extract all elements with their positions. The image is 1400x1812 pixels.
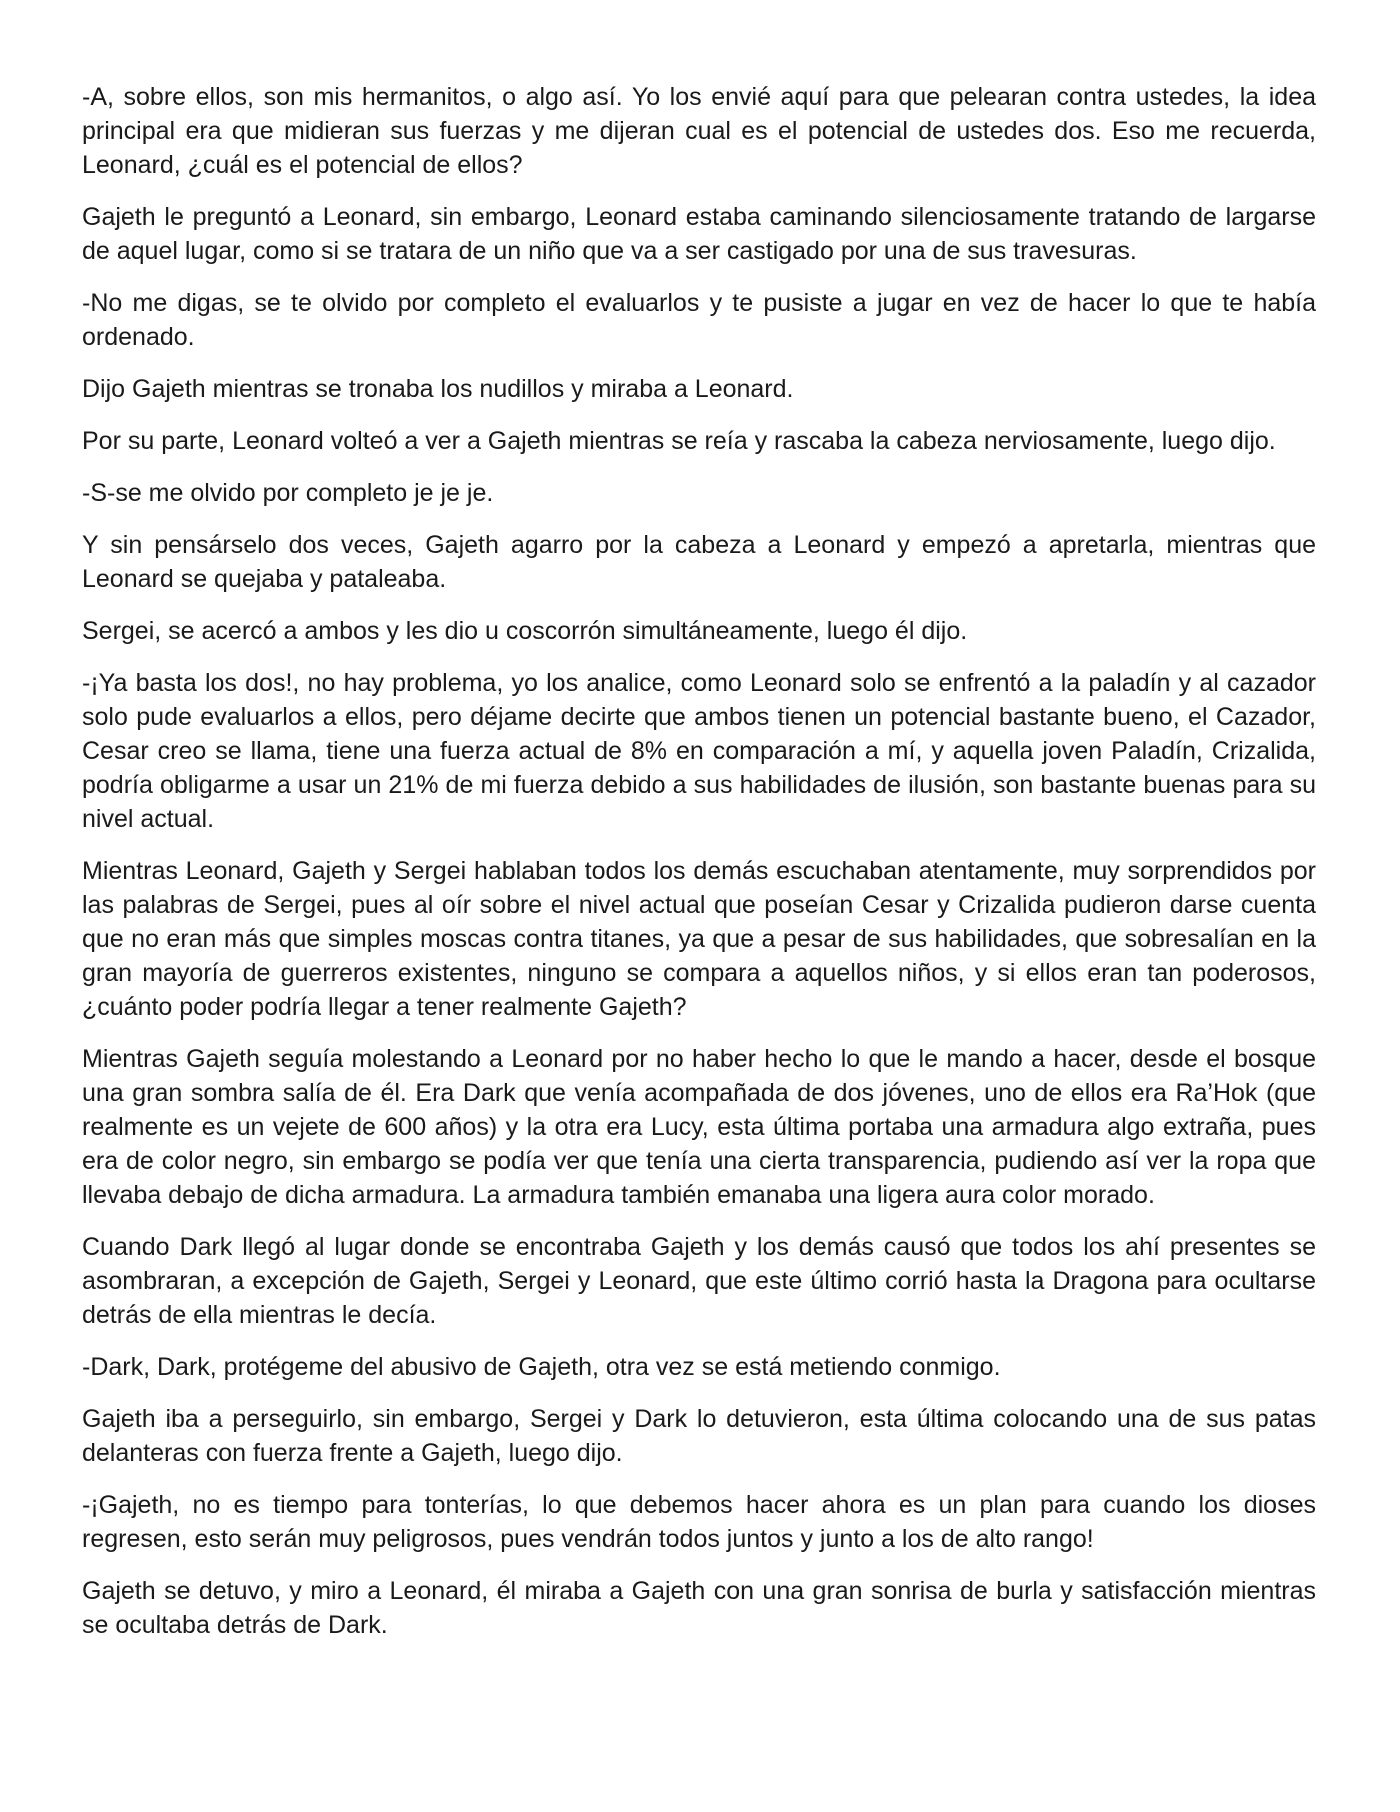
paragraph: Gajeth se detuvo, y miro a Leonard, él miraba a Gajeth con una gran sonrisa de burla y satisfacción mientras se ocultaba detrás de Dark. [82,1577,1316,1639]
paragraph: Sergei, se acercó a ambos y les dio u coscorrón simultáneamente, luego él dijo. [82,617,968,645]
paragraph: Gajeth iba a perseguirlo, sin embargo, Sergei y Dark lo detuvieron, esta última colocando una de sus patas delanteras con fuerza frente a Gajeth, luego dijo. [82,1405,1316,1467]
paragraph: Gajeth le preguntó a Leonard, sin embargo, Leonard estaba caminando silenciosamente tratando de largarse de aquel lugar, como si se tratara de un niño que va a ser castigado por una de sus travesuras. [82,203,1316,265]
document-page [82,80,1316,1660]
paragraph: Mientras Gajeth seguía molestando a Leonard por no haber hecho lo que le mando a hacer, desde el bosque una gran sombra salía de él. Era Dark que venía acompañada de dos jóvenes, uno de ellos era Ra’Hok (que realmente es un vejete de 600 años) y la otra era Lucy, esta última portaba una armadura algo extraña, pues era de color negro, sin embargo se podía ver que tenía una cierta transparencia, pudiendo así ver la ropa que llevaba debajo de dicha armadura. La armadura también emanaba una ligera aura color morado. [82,1045,1316,1209]
paragraph: -S-se me olvido por completo je je je. [82,479,494,507]
paragraph: -No me digas, se te olvido por completo el evaluarlos y te pusiste a jugar en vez de hacer lo que te había ordenado. [82,289,1316,351]
paragraph: Dijo Gajeth mientras se tronaba los nudillos y miraba a Leonard. [82,375,794,403]
paragraph: Mientras Leonard, Gajeth y Sergei hablaban todos los demás escuchaban atentamente, muy sorprendidos por las palabras de Sergei, pues al oír sobre el nivel actual que poseían Cesar y Crizalida pudieron darse cuenta que no eran más que simples moscas contra titanes, ya que a pesar de sus habilidades, que sobresalían en la gran mayoría de guerreros existentes, ninguno se compara a aquellos niños, y si ellos eran tan poderosos, ¿cuánto poder podría llegar a tener realmente Gajeth? [82,857,1316,1021]
paragraph: Por su parte, Leonard volteó a ver a Gajeth mientras se reía y rascaba la cabeza nerviosamente, luego dijo. [82,427,1276,455]
paragraph: -A, sobre ellos, son mis hermanitos, o algo así. Yo los envié aquí para que pelearan contra ustedes, la idea principal era que midieran sus fuerzas y me dijeran cual es el potencial de ustedes dos. Eso me recuerda, Leonard, ¿cuál es el potencial de ellos? [82,83,1316,179]
paragraph: -¡Ya basta los dos!, no hay problema, yo los analice, como Leonard solo se enfrentó a la paladín y al cazador solo pude evaluarlos a ellos, pero déjame decirte que ambos tienen un potencial bastante bueno, el Cazador, Cesar creo se llama, tiene una fuerza actual de 8% en comparación a mí, y aquella joven Paladín, Crizalida, podría obligarme a usar un 21% de mi fuerza debido a sus habilidades de ilusión, son bastante buenas para su nivel actual. [82,669,1316,833]
paragraph: -Dark, Dark, protégeme del abusivo de Gajeth, otra vez se está metiendo conmigo. [82,1353,1001,1381]
paragraph: Y sin pensárselo dos veces, Gajeth agarro por la cabeza a Leonard y empezó a apretarla, mientras que Leonard se quejaba y pataleaba. [82,531,1316,593]
paragraph: Cuando Dark llegó al lugar donde se encontraba Gajeth y los demás causó que todos los ahí presentes se asombraran, a excepción de Gajeth, Sergei y Leonard, que este último corrió hasta la Dragona para ocultarse detrás de ella mientras le decía. [82,1233,1316,1329]
paragraph: -¡Gajeth, no es tiempo para tonterías, lo que debemos hacer ahora es un plan para cuando los dioses regresen, esto serán muy peligrosos, pues vendrán todos juntos y junto a los de alto rango! [82,1491,1316,1553]
